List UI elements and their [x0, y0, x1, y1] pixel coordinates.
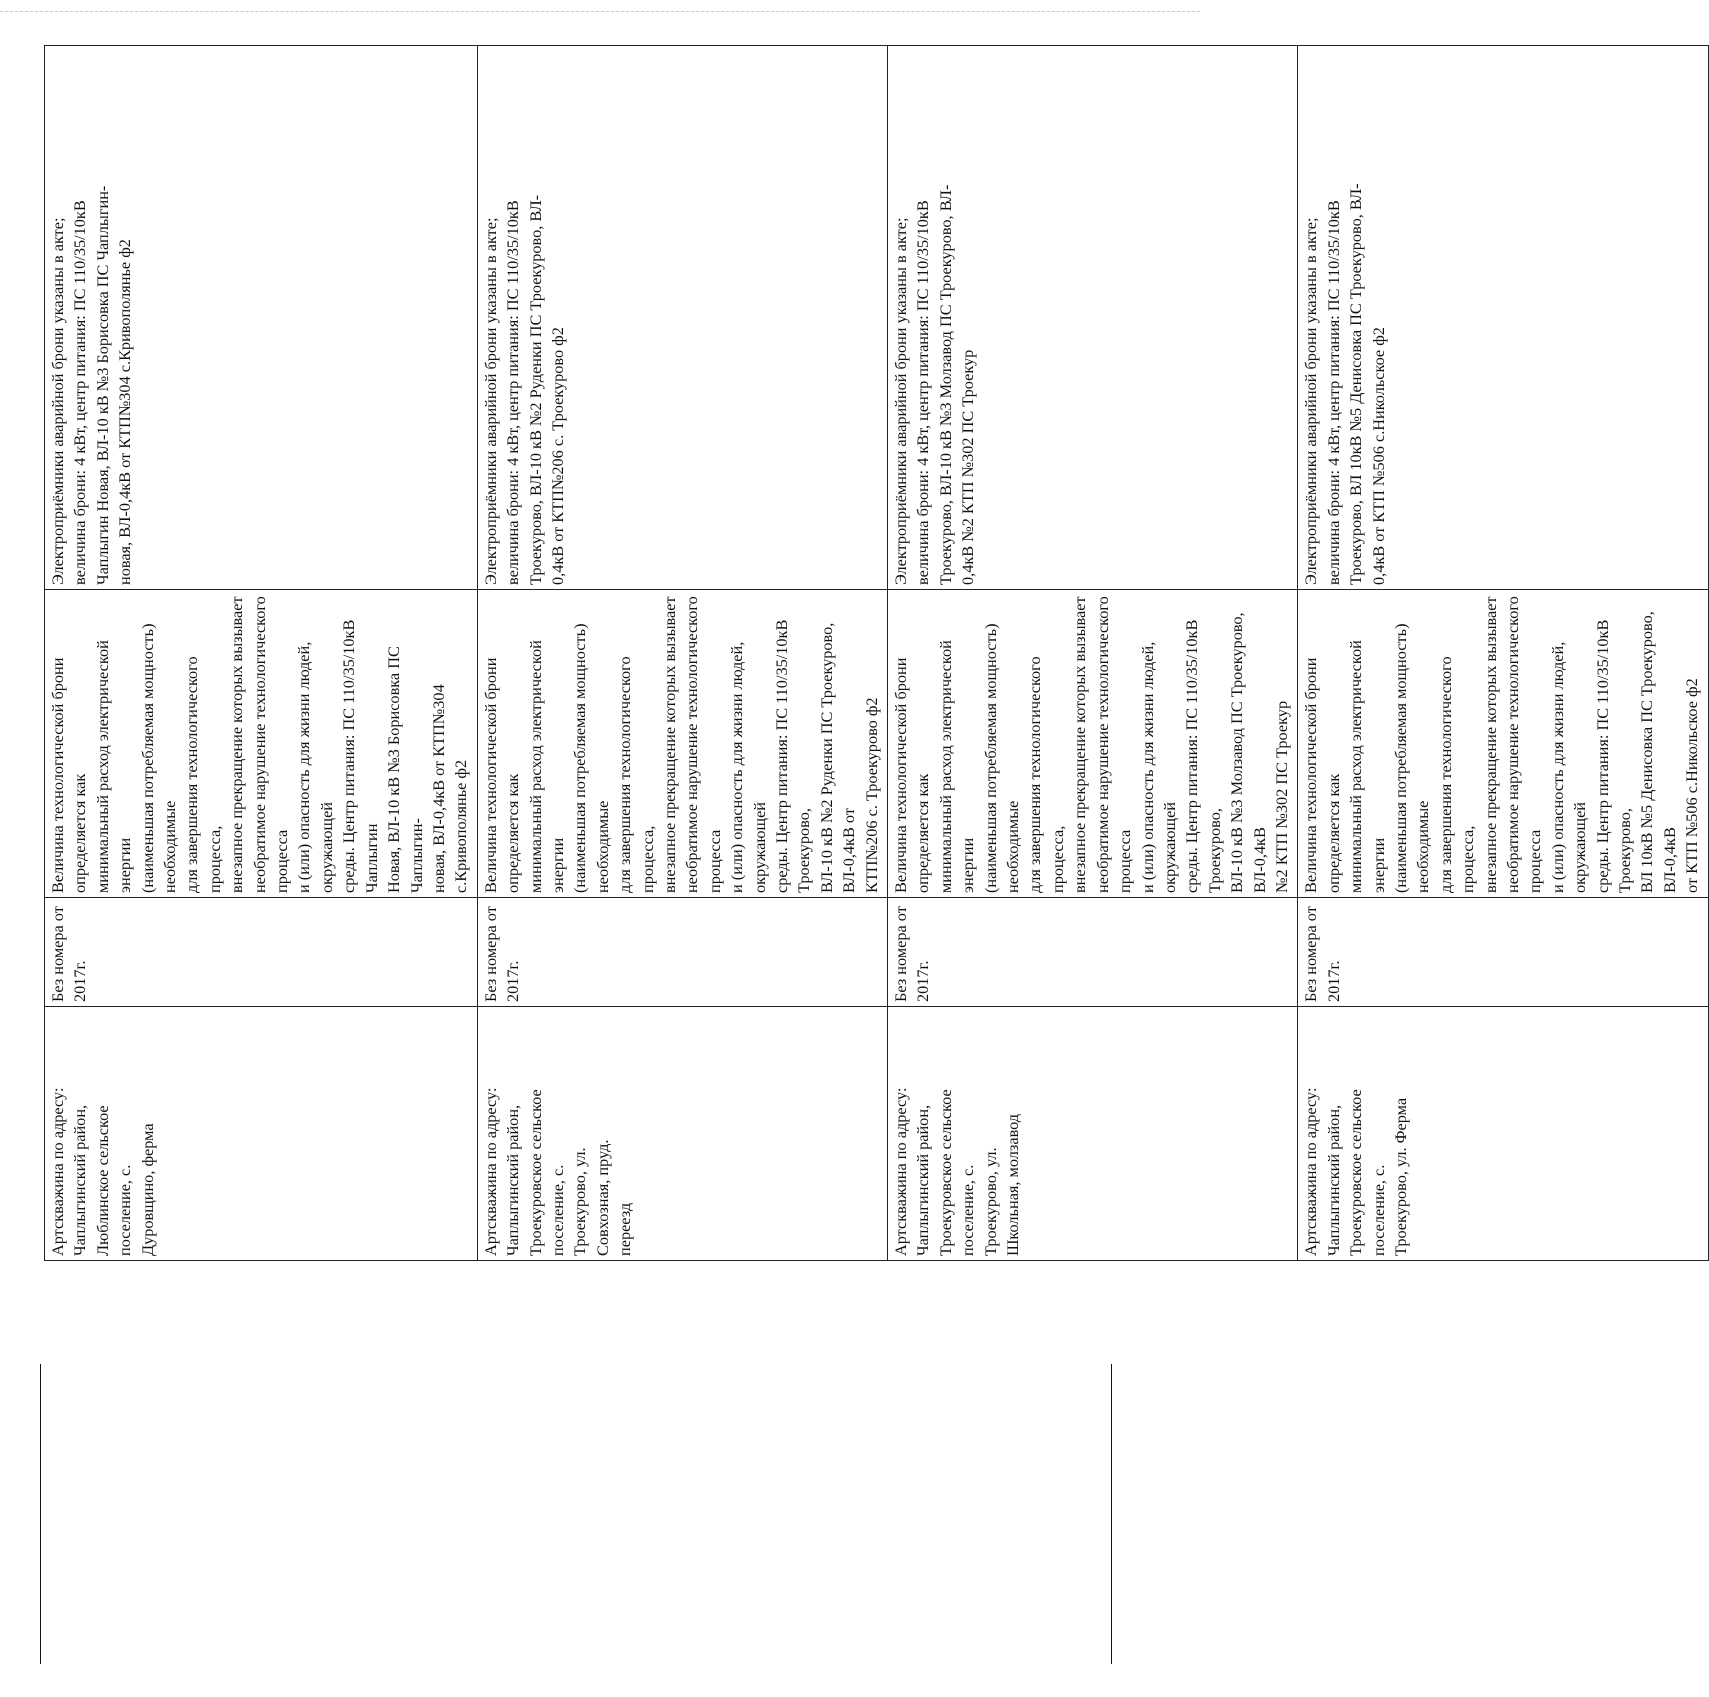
act-cell: Без номера от 2017г.	[477, 898, 887, 1007]
table-row	[888, 46, 1298, 1261]
emergency-reserve-cell: Электроприёмники аварийной брони указаны в акте; величина брони: 4 кВт, центр питания: ПС 110/35/10кВ Троекурово, ВЛ-10 кВ №2 Руденки ПС Троекурово, ВЛ- 0,4кВ от КТП№206 с. Троекурово ф2	[477, 46, 887, 590]
tech-reserve-cell: Величина технологической брони определяется как минимальный расход электрической энергии (наименьшая потребляемая мощность) необходимые для завершения технологического процесса, внезапное прекращение которых вызывает необратимое нарушение технологического процесса и (или) опасность для жизни людей, окружающей среды. Центр питания: ПС 110/35/10кВ Троекурово, ВЛ-10 кВ №2 Руденки ПС Троекурово, ВЛ-0,4кВ от КТП№206 с. Троекурово ф2	[477, 590, 887, 898]
emergency-reserve-cell: Электроприёмники аварийной брони указаны в акте; величина брони: 4 кВт, центр питания: ПС 110/35/10кВ Троекурово, ВЛ 10кВ №5 Денисовка ПС Троекурово, ВЛ- 0,4кВ от КТП №506 с.Никольское ф2	[1298, 46, 1708, 590]
emergency-reserve-cell: Электроприёмники аварийной брони указаны в акте; величина брони: 4 кВт, центр питания: ПС 110/35/10кВ Троекурово, ВЛ-10 кВ №3 Молзавод ПС Троекурово, ВЛ- 0,4кВ №2 КТП №302 ПС Троекур	[888, 46, 1298, 590]
object-cell: Артскважина по адресу: Чаплыгинский район, Троекуровское сельское поселение, с. Троекурово, ул. Школьная, молзавод	[888, 1007, 1298, 1261]
table-row	[45, 46, 478, 1261]
object-cell: Артскважина по адресу: Чаплыгинский район, Троекуровское сельское поселение, с. Троекурово, ул. Совхозная, пруд. переезд	[477, 1007, 887, 1261]
tech-reserve-cell: Величина технологической брони определяется как минимальный расход электрической энергии (наименьшая потребляемая мощность) необходимые для завершения технологического процесса, внезапное прекращение которых вызывает необратимое нарушение технологического процесса и (или) опасность для жизни людей, окружающей среды. Центр питания: ПС 110/35/10кВ Чаплыгин Новая, ВЛ-10 кВ №3 Борисовка ПС Чаплыгин- новая, ВЛ-0,4кВ от КТП№304 с.Кривополянье ф2	[45, 590, 478, 898]
table-row	[1298, 46, 1708, 1261]
rule-line-1	[40, 1364, 41, 1664]
power-reserve-table	[44, 45, 1709, 1261]
act-cell: Без номера от 2017г.	[1298, 898, 1708, 1007]
object-cell: Артскважина по адресу: Чаплыгинский район, Люблинское сельское поселение, с. Дуровщино, ферма	[45, 1007, 478, 1261]
act-cell: Без номера от 2017г.	[888, 898, 1298, 1007]
emergency-reserve-cell: Электроприёмники аварийной брони указаны в акте; величина брони: 4 кВт, центр питания: ПС 110/35/10кВ Чаплыгин Новая, ВЛ-10 кВ №3 Борисовка ПС Чаплыгин- новая, ВЛ-0,4кВ от КТП№304 с.Кривополянье ф2	[45, 46, 478, 590]
object-cell: Артскважина по адресу: Чаплыгинский район, Троекуровское сельское поселение, с. Троекурово, ул. Ферма	[1298, 1007, 1708, 1261]
table-row	[477, 46, 887, 1261]
tech-reserve-cell: Величина технологической брони определяется как минимальный расход электрической энергии (наименьшая потребляемая мощность) необходимые для завершения технологического процесса, внезапное прекращение которых вызывает необратимое нарушение технологического процесса и (или) опасность для жизни людей, окружающей среды. Центр питания: ПС 110/35/10кВ Троекурово, ВЛ-10 кВ №3 Молзавод ПС Троекурово, ВЛ-0,4кВ №2 КТП №302 ПС Троекур	[888, 590, 1298, 898]
rule-spacer	[40, 1468, 41, 1469]
tech-reserve-cell: Величина технологической брони определяется как минимальный расход электрической энергии (наименьшая потребляемая мощность) необходимые для завершения технологического процесса, внезапное прекращение которых вызывает необратимое нарушение технологического процесса и (или) опасность для жизни людей, окружающей среды. Центр питания: ПС 110/35/10кВ Троекурово, ВЛ 10кВ №5 Денисовка ПС Троекурово, ВЛ-0,4кВ от КТП №506 с.Никольское ф2	[1298, 590, 1708, 898]
rule-line-2	[1111, 1364, 1112, 1664]
act-cell: Без номера от 2017г.	[45, 898, 478, 1007]
